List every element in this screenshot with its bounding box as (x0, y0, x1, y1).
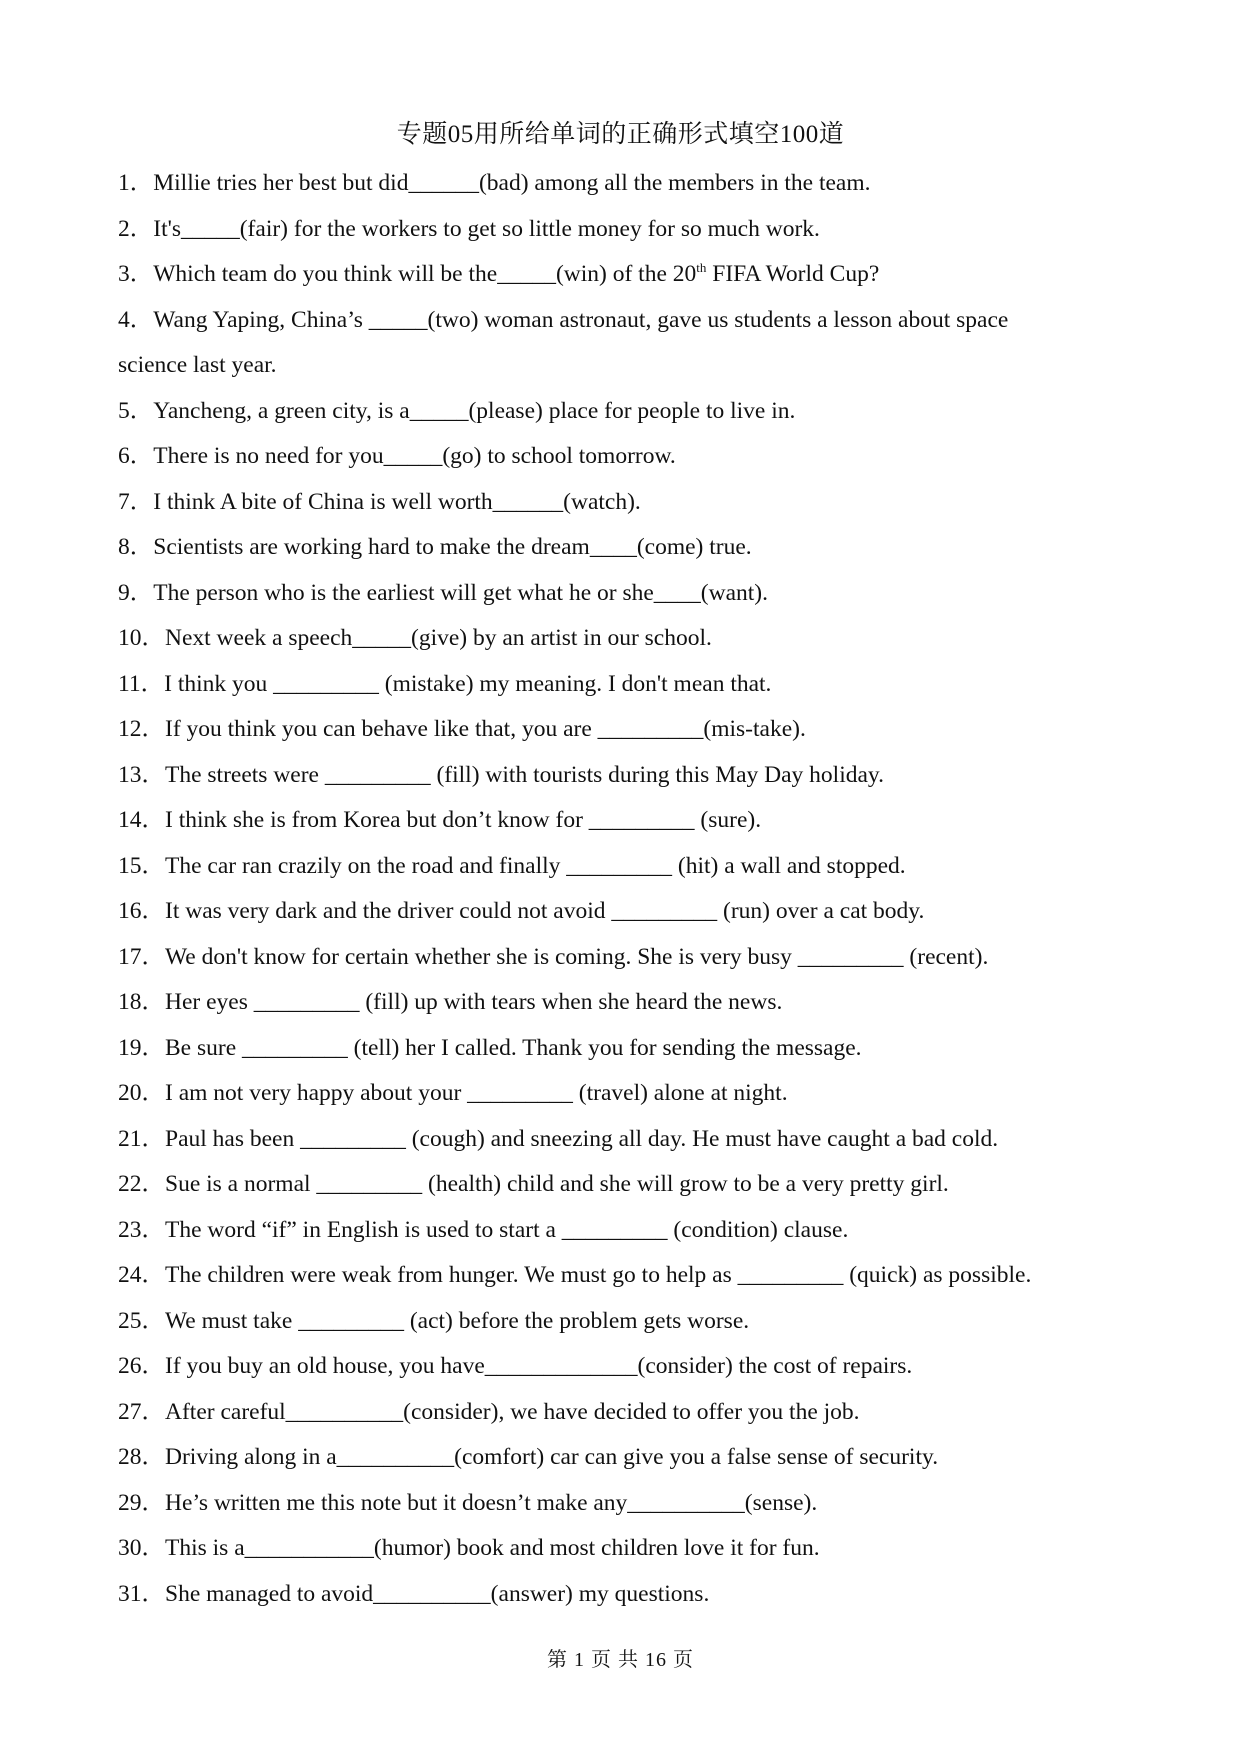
question-text: It's_____(fair) for the workers to get so little money for so much work. (153, 215, 820, 242)
question-text: Which team do you think will be the_____(win) of the 20th FIFA World Cup? (153, 260, 880, 287)
question-item (118, 1071, 1128, 1117)
question-text: Next week a speech_____(give) by an artist in our school. (165, 625, 712, 651)
question-text: The person who is the earliest will get what he or she____(want). (153, 579, 769, 606)
question-text: It was very dark and the driver could not avoid _________ (run) over a cat body. (165, 898, 925, 924)
question-text: I think she is from Korea but don’t know for _________ (sure). (165, 807, 762, 833)
question-text: The word “if” in English is used to start a _________ (condition) clause. (165, 1216, 849, 1243)
question-text: Sue is a normal _________ (health) child and she will grow to be a very pretty girl. (165, 1171, 949, 1197)
question-text: Millie tries her best but did______(bad) among all the members in the team. (153, 170, 871, 196)
question-number: 3． (118, 261, 154, 287)
question-number: 15． (118, 852, 165, 879)
question-item (118, 935, 1128, 981)
question-text: I think A bite of China is well worth______(watch). (153, 488, 641, 515)
question-text: Wang Yaping, China’s _____(two) woman astronaut, gave us students a lesson about space science last year. (118, 306, 1009, 378)
question-text: I am not very happy about your _________ (travel) alone at night. (165, 1080, 788, 1106)
question-number: 20． (118, 1080, 165, 1106)
ordinal-suffix: th (696, 260, 707, 276)
question-text: I think you _________ (mistake) my meaning. I don't mean that. (164, 670, 772, 697)
question-item (118, 1162, 1128, 1208)
question-text: We don't know for certain whether she is coming. She is very busy _________ (recent). (165, 943, 989, 970)
question-item (118, 1435, 1128, 1481)
question-item (118, 616, 1128, 662)
question-item (118, 1390, 1128, 1436)
question-number: 5． (118, 397, 154, 424)
question-number: 13． (118, 761, 165, 788)
question-number: 10． (118, 625, 165, 651)
question-number: 26． (118, 1353, 165, 1379)
question-list (118, 161, 1128, 1617)
question-text: Driving along in a__________(comfort) car can give you a false sense of security. (165, 1444, 939, 1470)
question-text: If you think you can behave like that, you are _________(mis-take). (165, 716, 806, 742)
question-item (118, 1526, 1128, 1572)
question-number: 29． (118, 1489, 165, 1516)
question-number: 31． (118, 1580, 165, 1607)
question-number: 2． (118, 215, 154, 242)
question-number: 21． (118, 1125, 165, 1152)
question-item (118, 1572, 1128, 1618)
question-item (118, 525, 1128, 571)
question-item (118, 753, 1128, 799)
question-item (118, 1344, 1128, 1390)
question-text: He’s written me this note but it doesn’t make any__________(sense). (165, 1489, 818, 1516)
question-item (118, 298, 1073, 389)
question-number: 27． (118, 1398, 165, 1425)
question-text: We must take _________ (act) before the problem gets worse. (165, 1307, 750, 1334)
question-text: The car ran crazily on the road and finally _________ (hit) a wall and stopped. (165, 852, 906, 879)
question-number: 28． (118, 1444, 165, 1470)
question-number: 4． (118, 306, 154, 333)
question-number: 9． (118, 579, 154, 606)
question-number: 18． (118, 989, 165, 1015)
question-item (118, 434, 1128, 480)
question-number: 23． (118, 1216, 165, 1243)
question-number: 14． (118, 807, 165, 833)
question-item (118, 480, 1128, 526)
question-text: After careful__________(consider), we have decided to offer you the job. (165, 1398, 860, 1425)
question-item (118, 707, 1128, 753)
question-text: She managed to avoid__________(answer) my questions. (165, 1580, 710, 1607)
question-number: 7． (118, 488, 154, 515)
question-number: 1． (118, 170, 154, 196)
question-number: 25． (118, 1307, 165, 1334)
question-text: Be sure _________ (tell) her I called. Thank you for sending the message. (165, 1034, 862, 1061)
page-footer: 第 1 页 共 16 页 (547, 1649, 694, 1671)
question-number: 16． (118, 898, 165, 924)
question-item (118, 207, 1128, 253)
question-item (118, 1481, 1128, 1527)
question-item (118, 389, 1128, 435)
question-text: Paul has been _________ (cough) and sneezing all day. He must have caught a bad cold. (165, 1125, 999, 1152)
question-item (118, 1299, 1128, 1345)
question-number: 6． (118, 443, 154, 469)
question-item (118, 1208, 1128, 1254)
question-number: 19． (118, 1034, 165, 1061)
question-text: The children were weak from hunger. We must go to help as _________ (quick) as possible. (165, 1262, 1032, 1288)
document-title: 专题05用所给单词的正确形式填空100道 (396, 121, 845, 148)
question-text: Yancheng, a green city, is a_____(please) place for people to live in. (153, 397, 796, 424)
question-number: 30． (118, 1535, 165, 1561)
question-text: If you buy an old house, you have_____________(consider) the cost of repairs. (165, 1353, 913, 1379)
question-text: Scientists are working hard to make the dream____(come) true. (153, 534, 752, 560)
question-item (118, 1026, 1128, 1072)
question-number: 17． (118, 943, 165, 970)
question-text: The streets were _________ (fill) with tourists during this May Day holiday. (165, 761, 885, 788)
question-item (118, 798, 1128, 844)
question-number: 24． (118, 1262, 165, 1288)
question-item (118, 1117, 1128, 1163)
question-item (118, 889, 1128, 935)
question-text: This is a___________(humor) book and most children love it for fun. (165, 1535, 820, 1561)
question-number: 11． (118, 670, 165, 697)
question-item (118, 571, 1128, 617)
question-item (118, 252, 1128, 298)
question-item (118, 161, 1128, 207)
question-item (118, 1253, 1128, 1299)
question-number: 12． (118, 716, 165, 742)
question-item (118, 844, 1128, 890)
question-text: Her eyes _________ (fill) up with tears when she heard the news. (165, 989, 783, 1015)
question-item (118, 662, 1128, 708)
question-text: There is no need for you_____(go) to school tomorrow. (153, 443, 676, 469)
question-item (118, 980, 1128, 1026)
question-number: 8． (118, 534, 154, 560)
question-number: 22． (118, 1171, 165, 1197)
